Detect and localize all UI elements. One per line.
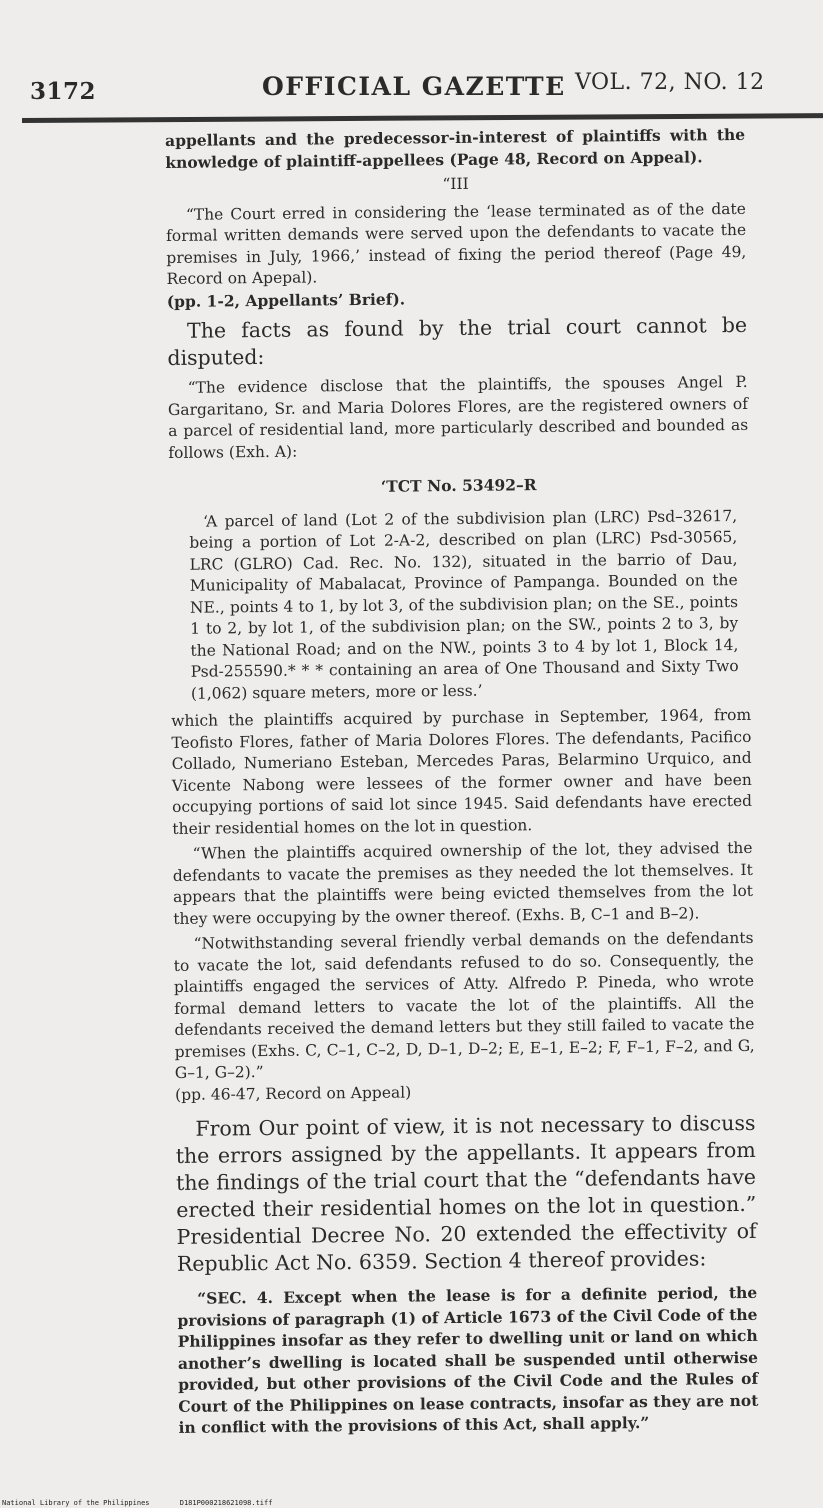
page-number: 3172 bbox=[30, 78, 97, 105]
heading-iii: “III bbox=[442, 174, 469, 194]
header-rule bbox=[22, 113, 823, 123]
paragraph-evidence: “The evidence disclose that the plaintiffs, the spouses Angel P. Gargaritano, Sr. and Maria Dolores Flores, are the registered owners of a parcel of residential land, more particularly described and bounded as follows (Exh. A): bbox=[167, 372, 749, 462]
citation-record: (pp. 46-47, Record on Appeal) bbox=[175, 1082, 412, 1104]
running-title: OFFICIAL GAZETTE bbox=[262, 72, 566, 101]
paragraph-demands: “Notwithstanding several friendly verbal demands on the defendants to vacate the lot, said defendants refused to do so. Consequently, the plaintiffs engaged the services of Atty. Alfredo P. Pineda, who wrote formal demand letters to vacate the lot of the plaintiffs. All the defendants received the demand letters but they still failed to vacate the premises (Exhs. C, C–1, C–2, D, D–1, D–2; E, E–1, E–2; F, F–1, F–2, and G, G–1, G–2).” bbox=[173, 928, 755, 1082]
heading-tct: ‘TCT No. 53492–R bbox=[380, 475, 537, 496]
citation-appellants-brief: (pp. 1-2, Appellants’ Brief). bbox=[166, 288, 406, 311]
paragraph-appellants: appellants and the predecessor-in-interest of plaintiffs with the knowledge of plaintiff-appellees (Page 48, Record on Appeal). bbox=[165, 124, 746, 172]
paragraph-court-erred: “The Court erred in considering the ‘lease terminated as of the date formal written demands were served upon the defendants to vacate the premises in July, 1966,’ instead of fixing the period thereof (Page 49, Record on Apepal). bbox=[166, 199, 747, 288]
footer-file: D181P000218621098.tiff bbox=[179, 1499, 273, 1507]
paragraph-parcel-description: ‘A parcel of land (Lot 2 of the subdivision plan (LRC) Psd–32617, being a portion of Lot 2-A-2, described on plan (LRC) Psd-30565, LRC (GLRO) Cad. Rec. No. 132), situated in the barrio of Dau, Municipality of Mabalacat, Province of Pampanga. Bounded on the NE., points 4 to 1, by lot 3, of the subdivision plan; on the SE., points 1 to 2, by lot 1, of the subdivision plan; on the SW., points 2 to 3, by the National Road; and on the NW., points 3 to 4 by lot 1, Block 14, Psd-255590.* * * containing an area of One Thousand and Sixty Two (1,062) square meters, more or less.’ bbox=[189, 506, 739, 703]
paragraph-facts: The facts as found by the trial court cannot be disputed: bbox=[167, 312, 748, 370]
paragraph-acquisition: which the plaintiffs acquired by purchase in September, 1964, from Teofisto Flores, father of Maria Dolores Flores. The defendants, Pacifico Collado, Numeriano Esteban, Mercedes Paras, Belarmino Urquico, and Vicente Nabong were lessees of the former owner and have been occupying portions of said lot since 1945. Said defendants have erected their residential homes on the lot in question. bbox=[171, 705, 753, 838]
scan-footer bbox=[2, 1499, 298, 1507]
volume-number: VOL. 72, NO. 12 bbox=[575, 70, 765, 95]
paragraph-point-of-view: From Our point of view, it is not necessary to discuss the errors assigned by the appellants. It appears from the findings of the trial court that the “defendants have erected their residential homes on the lot in question.” Presidential Decree No. 20 extended the effectivity of Republic Act No. 6359. Section 4 thereof provides: bbox=[175, 1110, 757, 1276]
body-text bbox=[165, 124, 759, 1439]
paragraph-section-4: “SEC. 4. Except when the lease is for a definite period, the provisions of paragraph (1) of Article 1673 of the Civil Code of the Philippines insofar as they refer to dwelling unit or land on which another’s dwelling is located shall be suspended until otherwise provided, but other provisions of the Civil Code and the Rules of Court of the Philippines on lease contracts, insofar as they are not in conflict with the provisions of this Act, shall apply.” bbox=[177, 1282, 759, 1437]
footer-library: National Library of the Philippines bbox=[2, 1499, 150, 1507]
paragraph-vacate: “When the plaintiffs acquired ownership of the lot, they advised the defendants to vacate the premises as they needed the lot themselves. It appears that the plaintiffs were being evicted themselves from the lot they were occupying by the owner thereof. (Exhs. B, C–1 and B–2). bbox=[172, 838, 754, 928]
